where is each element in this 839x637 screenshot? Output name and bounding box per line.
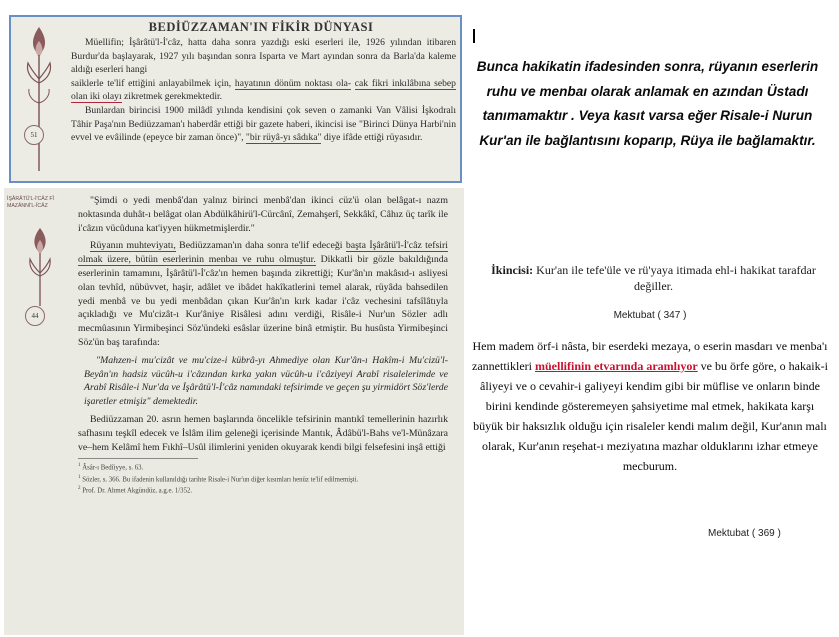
footnote-text: Prof. Dr. Ahmet Akgündüz, a.g.e. 1/352. <box>82 487 193 495</box>
book-body <box>78 194 448 495</box>
underlined-text: başta İşârâtü'l-İ'câz tefsiri olmak üzere, bütün eserlerinin menbaı ve ruhu olmuştur. <box>78 240 449 266</box>
book-text: Dikkatli bir gözle bakıldığında eserlerinin tamamını, İşârâtü'l-İ'câz'ın hemen başında zikrettiği; Kur'ân'ın makâsıd-ı asliyesi olan tevhîd, nübüvvet, haşir, adâlet ve ibâdet hakîkatlerini temel alarak, rüyâda bahsedilen yedi menbâ ve bu yedi menbâdan çıkan Kur'ân'ın kırk kadar i'câz vechesini tafsîlâtıyla açıkladığı ve Mu'cizât-ı Kur'âniye Risâlesi adını verdiği, Risâle-i Nur'un Sözler adlı mecmûasının Yirmibeşinci Söz'ündeki esâslar üzerine binâ etmiştir. Bu husûsta Yirmibeşinci Söz'ün baş tarafında: <box>78 254 448 348</box>
excerpt-text: Bunlardan birincisi 1900 milâdî yılında kendisini çok seven o zamanki Van Vâlisi İşkodralı Tâhir Paşa'nın Bediüzzaman'ı haberdâr ettiği bir gazete haberi, ikincisi ise "Birinci Dünya Harbi'nin evvel ve evâilinde (epeyce bir zaman önce)", <box>71 104 456 144</box>
quote-paragraph <box>470 336 830 476</box>
book-paragraph: Bediüzzaman 20. asrın hemen başlarında öncelikle tefsirinin mantıkî temellerinin hazırlık safhasını teşkîl edecek ve İslâm ilim geleneği içerisinde Mantık, Âdâbü'l-Bahs ve'l-Münâzara ve–hem Kelâmî hem Fıkhî–Usûl ilimlerini yeniden okuyarak kendi bilgi felsefesini inşâ ettiği <box>78 413 448 453</box>
footnote: $^1$ Sözler, s. 366. Bu ifadenin kullanıldığı tarihte Risale-i Nur'un diğer kısımları henüz te'lif edilmemişti. <box>78 474 359 483</box>
excerpt-text: diye ifâde ettiği rüyasıdır. <box>321 132 423 144</box>
section-header: BEDİÜZZAMAN'IN FİKİR DÜNYASI <box>148 20 374 34</box>
quote-text: Kur'an ile tefe'üle ve rü'yaya itimada ehl-i hakikat tarafdar değiller. <box>533 263 816 293</box>
quote-ikincisi <box>476 262 831 294</box>
footnote-text: Âsâr-ı Bedîiyye, s. 63. <box>82 464 144 472</box>
book-paragraph: "Şimdi o yedi menbâ'dan yalnız birinci menbâ'dan ikinci cüz'ü olan belâgat-ı nazm noktasında duhât-ı belâgat olan Abdülkâhirü'l-Cürcânî, Zemahşerî, Sekkâkî, Câhız üç tarîk ile i'câzın vücûduna kat'iyyen hükmetmişlerdir." <box>78 195 448 234</box>
text-cursor <box>473 29 475 43</box>
underlined-text: Rüyanın muhteviyatı, <box>90 240 176 252</box>
underlined-text: hayatının dönüm noktası ola- <box>234 77 352 89</box>
quote-text: ve bu örfe göre, o hakaik-i âliyeyi ve o cevahir-i galiyeyi kendim gibi bir müflise ve onların binde birini kendinde gösteremeyen şahsiyetime mal etmek, hakikata karşı büyük bir haksızlık olduğu için risaleler kendi malım değil, Kur'anın malı olarak, Kur'anın reşehat-ı meziyatına mazhar olduklarını izhar etmeye mecburum. <box>473 359 828 473</box>
footnote: $^2$ Prof. Dr. Ahmet Akgündüz, a.g.e. 1/352. <box>78 485 193 495</box>
highlighted-text: müellifinin etvarında aramlıyor <box>535 359 698 373</box>
top-scanned-excerpt <box>9 15 462 183</box>
page-number-badge: 51 <box>24 125 44 145</box>
footnote-text: Sözler, s. 366. Bu ifadenin kullanıldığı tarihte Risale-i Nur'un diğer kısımları henüz te'lif edilmemişti. <box>82 475 359 483</box>
excerpt-text: zikretmek gerekmektedir. <box>121 91 223 103</box>
excerpt-paragraph <box>71 77 456 104</box>
source-reference: Mektubat ( 347 ) <box>613 310 687 321</box>
page-number-badge: 44 <box>25 306 45 326</box>
book-paragraph <box>78 239 448 349</box>
running-head: İŞÂRÂTÜ'L-İ'CÂZ FÎ MAZÂNNİ'L-ÎCÂZ <box>7 196 54 209</box>
scanned-book-page <box>4 188 464 635</box>
book-text: Bediüzzaman'ın daha sonra te'lif edeceği <box>175 240 346 252</box>
excerpt-text: saiklerle te'lif ettiğini anlayabilmek için, <box>71 77 235 89</box>
excerpt-body <box>71 36 456 182</box>
underlined-text: cak fikri inkılâbına sebep olan iki olayı <box>71 77 456 103</box>
footnote: $^1$ Âsâr-ı Bedîiyye, s. 63. <box>78 463 144 472</box>
tulip-ornament-icon <box>18 23 60 173</box>
source-reference: Mektubat ( 369 ) <box>708 528 781 539</box>
excerpt-paragraph <box>71 104 456 145</box>
commentary-headline: Bunca hakikatin ifadesinden sonra, rüyanın eserlerin ruhu ve menbaı olarak anlamak en azından Üstadı tanımamaktır . Veya kasıt varsa eğer Risale-i Nurun Kur'an ile bağlantısını koparıp, Rüya ile bağlamaktır. <box>476 59 819 148</box>
book-quote: "Mahzen-i mu'cizât ve mu'cize-i kübrâ-yı Ahmediye olan Kur'ân-ı Hakîm-i Mu'cizü'l-Beyân'ın hadsiz vücûh-u i'câzından kırka yakın vücûh-u i'câziyeyi Arabî risalelerimde ve Arabî Risâle-i Nur'da ve İşârâtü'l-İ'câz namındaki tefsirimde ve geçen şu yirmidört Söz'lerde işaretler etmişiz" demektedir. <box>84 354 448 408</box>
quote-label: İkincisi: <box>491 263 534 277</box>
quote-text: Hem madem örf-i nâsta, bir eserdeki mezaya, o eserin masdarı ve menba'ı zannettikleri <box>472 339 828 373</box>
excerpt-paragraph: Müellifin; İşârâtü'l-İ'câz, hatta daha sonra yazdığı eski eserleri ile, 1926 yılından itibaren Burdur'da başlayarak, 1927 yılı başından sonra Isparta ve Mart ayından sonra da Barla'da kaleme aldığı eserleri hangi <box>71 37 456 76</box>
underlined-text: "bir rüyâ-yı sâdıka" <box>245 132 322 144</box>
